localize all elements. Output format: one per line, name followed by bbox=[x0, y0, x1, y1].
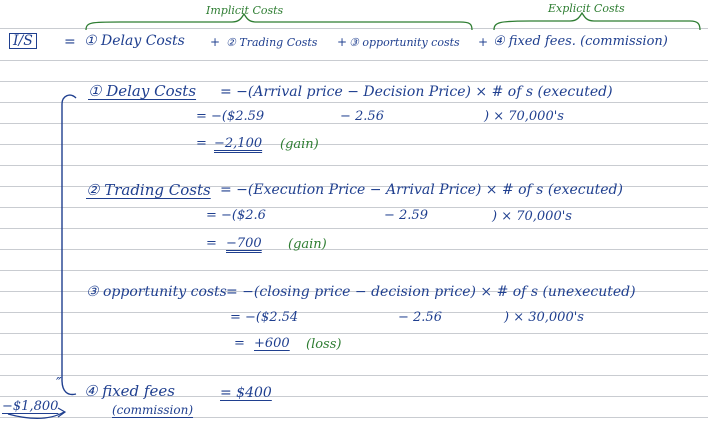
delay-result: −2,100 bbox=[214, 136, 263, 151]
fixed-fees-subtitle: (commission) bbox=[112, 403, 194, 417]
trading-costs-title: ② Trading Costs bbox=[86, 181, 211, 199]
fixed-fees-title: ④ fixed fees bbox=[84, 382, 175, 400]
trading-execution-price: = −($2.6 bbox=[206, 208, 266, 223]
opportunity-shares: ) × 30,000's bbox=[504, 310, 584, 325]
plus-sign: + bbox=[337, 35, 348, 49]
trading-equals: = bbox=[206, 236, 217, 251]
header-delay-costs: ① Delay Costs bbox=[84, 33, 185, 49]
trading-note: (gain) bbox=[288, 237, 327, 252]
fixed-fees-value: = $400 bbox=[220, 385, 272, 401]
delay-note: (gain) bbox=[280, 137, 319, 152]
delay-equals: = bbox=[196, 136, 207, 151]
header-opportunity-costs: ③ opportunity costs bbox=[349, 36, 460, 49]
trading-arrival-price: − 2.59 bbox=[384, 208, 428, 223]
is-label: I/S bbox=[9, 33, 37, 49]
plus-sign: + bbox=[478, 35, 489, 49]
delay-costs-title: ① Delay Costs bbox=[88, 82, 197, 100]
ditto-mark: ″ bbox=[56, 374, 62, 392]
left-bracket bbox=[62, 95, 76, 394]
opportunity-note: (loss) bbox=[306, 337, 342, 352]
opportunity-equals: = bbox=[234, 336, 245, 351]
trading-shares: ) × 70,000's bbox=[492, 209, 572, 224]
opportunity-costs-formula: = −(closing price − decision price) × # of s (unexecuted) bbox=[226, 284, 636, 300]
opportunity-costs-title: ③ opportunity costs bbox=[86, 284, 227, 300]
implicit-costs-label: Implicit Costs bbox=[206, 4, 284, 17]
trading-costs-formula: = −(Execution Price − Arrival Price) × # of s (executed) bbox=[220, 182, 623, 198]
opportunity-closing-price: = −($2.54 bbox=[230, 310, 299, 325]
trading-result: −700 bbox=[226, 236, 262, 251]
explicit-brace bbox=[494, 13, 700, 30]
opportunity-decision-price: − 2.56 bbox=[398, 310, 442, 325]
plus-sign: + bbox=[210, 35, 221, 49]
delay-costs-formula: = −(Arrival price − Decision Price) × # of s (executed) bbox=[220, 84, 613, 100]
total-arrowhead bbox=[58, 408, 65, 417]
delay-decision-price: − 2.56 bbox=[340, 109, 384, 124]
header-fixed-fees: ④ fixed fees. (commission) bbox=[493, 34, 668, 49]
opportunity-result: +600 bbox=[254, 336, 290, 351]
explicit-costs-label: Explicit Costs bbox=[548, 2, 625, 15]
equals-sign: = bbox=[64, 34, 76, 50]
delay-shares: ) × 70,000's bbox=[484, 109, 564, 124]
delay-arrival-price: = −($2.59 bbox=[196, 109, 265, 124]
total-result: −$1,800 bbox=[2, 399, 59, 414]
header-trading-costs: ② Trading Costs bbox=[226, 36, 318, 49]
